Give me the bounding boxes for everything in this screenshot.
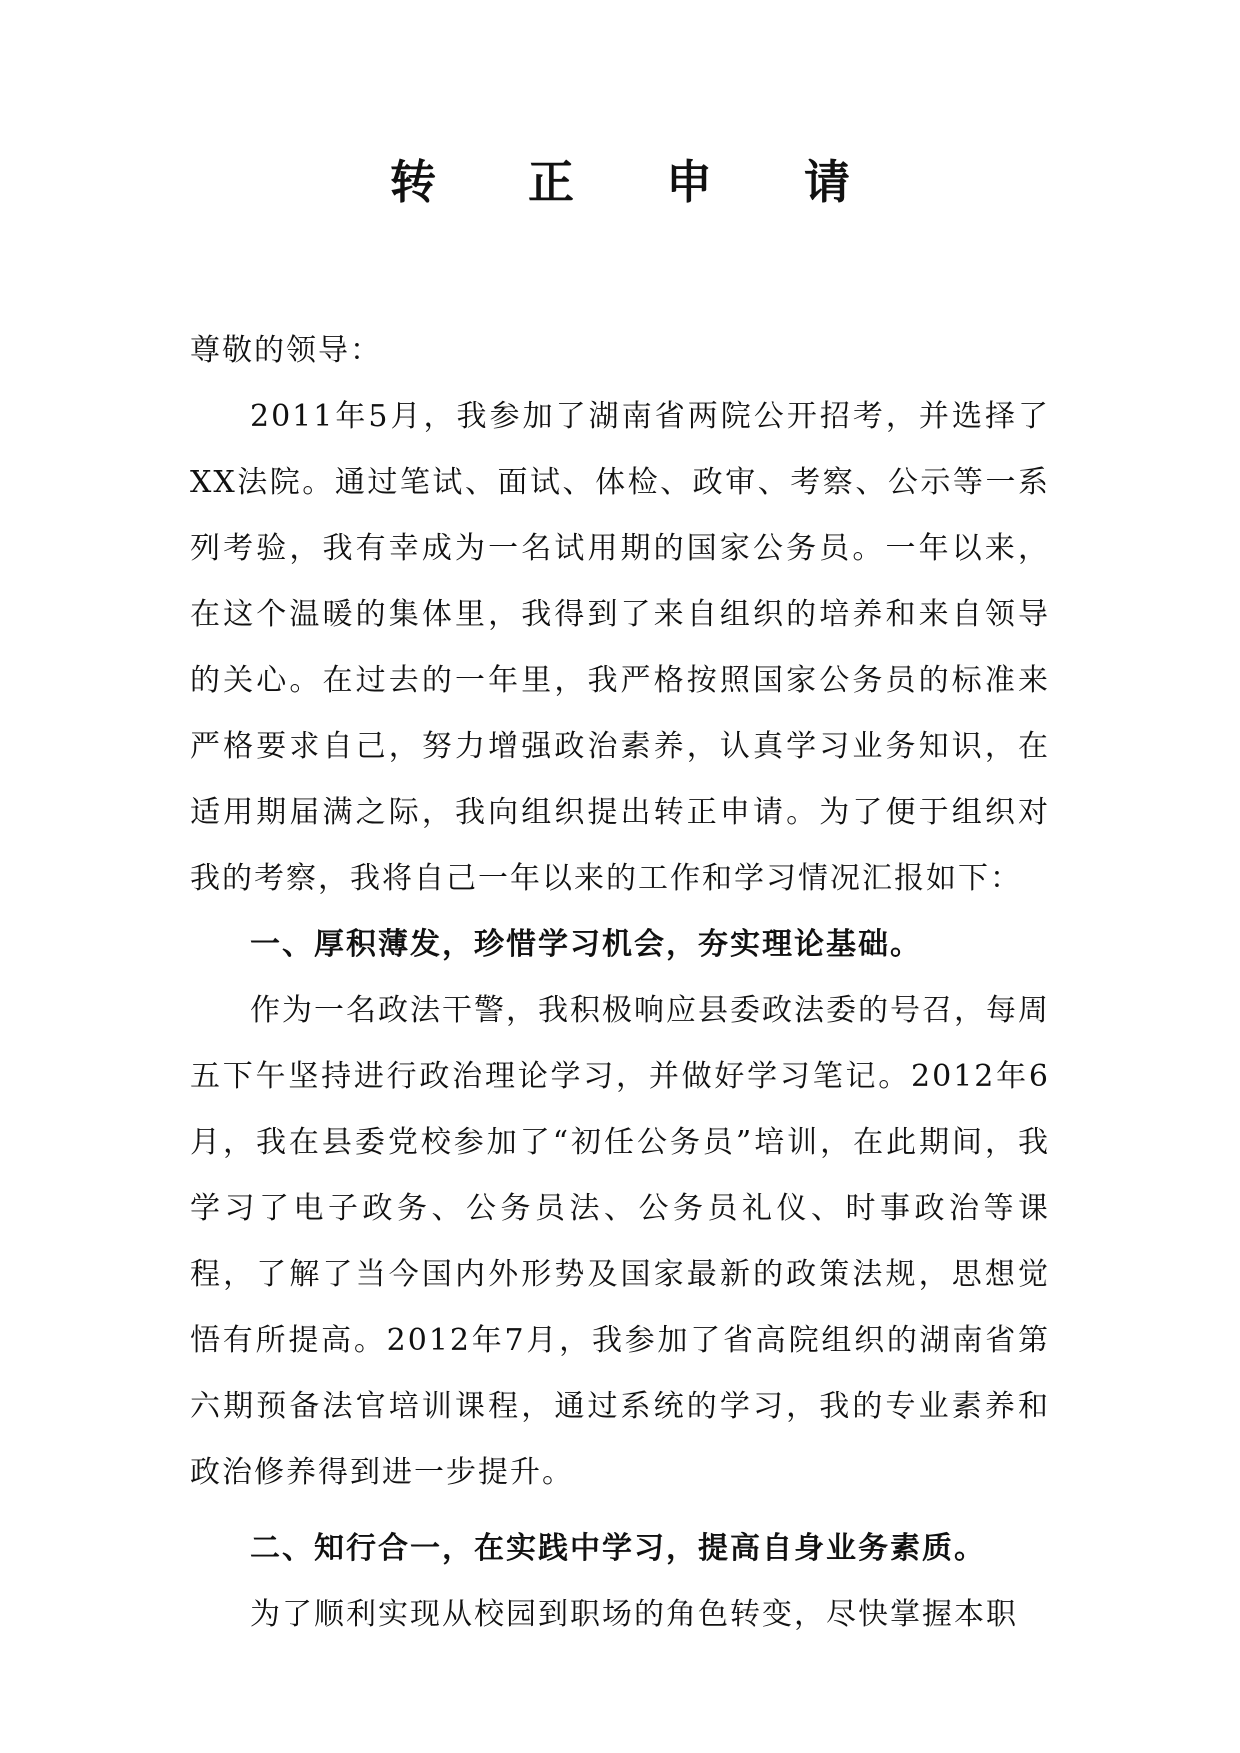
paragraph-section-2: 为了顺利实现从校园到职场的角色转变，尽快掌握本职 bbox=[250, 1597, 1018, 1632]
document-title: 转 正 申 请 bbox=[389, 155, 889, 209]
salutation: 尊敬的领导： bbox=[190, 333, 382, 368]
paragraph-section-1: 作为一名政法干警，我积极响应县委政法委的号召，每周五下午坚持进行政治理论学习，并做好学习笔记。2012年6月，我在县委党校参加了“初任公务员”培训，在此期间，我学习了电子政务、公务员法、公务员礼仪、时事政治等课程，了解了当今国内外形势及国家最新的政策法规，思想觉悟有所提高。2012年7月，我参加了省高院组织的湖南省第六期预备法官培训课程，通过系统的学习，我的专业素养和政治修养得到进一步提升。 bbox=[190, 993, 1050, 1490]
paragraph-intro: 2011年5月，我参加了湖南省两院公开招考，并选择了XX法院。通过笔试、面试、体检、政审、考察、公示等一系列考验，我有幸成为一名试用期的国家公务员。一年以来，在这个温暖的集体里，我得到了来自组织的培养和来自领导的关心。在过去的一年里，我严格按照国家公务员的标准来严格要求自己，努力增强政治素养，认真学习业务知识，在适用期届满之际，我向组织提出转正申请。为了便于组织对我的考察，我将自己一年以来的工作和学习情况汇报如下： bbox=[190, 399, 1050, 896]
section-heading-2: 二、知行合一，在实践中学习，提高自身业务素质。 bbox=[250, 1531, 986, 1566]
section-heading-1: 一、厚积薄发，珍惜学习机会，夯实理论基础。 bbox=[250, 927, 922, 962]
document-body bbox=[190, 318, 1050, 1648]
